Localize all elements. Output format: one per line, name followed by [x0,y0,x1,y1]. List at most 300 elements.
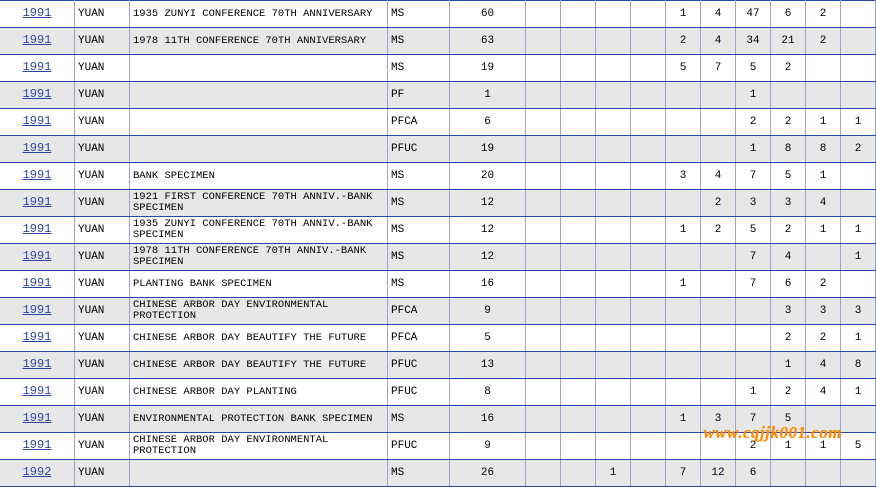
cell-count-9: 4 [806,190,841,217]
cell-count-10: 2 [841,136,876,163]
cell-denomination: YUAN [75,28,130,55]
cell-count-1 [526,325,561,352]
cell-description [130,136,388,163]
cell-count-4 [631,325,666,352]
cell-count-6 [701,352,736,379]
cell-count-6: 12 [701,460,736,487]
cell-description: 1978 11TH CONFERENCE 70TH ANNIVERSARY [130,28,388,55]
cell-count-3 [596,352,631,379]
cell-count-8: 4 [771,244,806,271]
cell-year[interactable] [0,82,75,109]
table-row [0,163,876,190]
cell-quantity: 63 [450,28,526,55]
cell-count-8: 2 [771,55,806,82]
cell-description: CHINESE ARBOR DAY BEAUTIFY THE FUTURE [130,352,388,379]
cell-quantity: 1 [450,82,526,109]
cell-year[interactable] [0,163,75,190]
table-row [0,379,876,406]
cell-count-3 [596,82,631,109]
cell-description: PLANTING BANK SPECIMEN [130,271,388,298]
year-link[interactable]: 1991 [22,60,52,74]
cell-grade: MS [388,244,450,271]
cell-count-5 [666,82,701,109]
cell-count-2 [561,244,596,271]
cell-count-6: 2 [701,217,736,244]
cell-count-5 [666,190,701,217]
year-link[interactable]: 1991 [22,222,52,236]
cell-denomination: YUAN [75,109,130,136]
cell-count-3: 1 [596,460,631,487]
cell-count-8: 6 [771,271,806,298]
cell-denomination: YUAN [75,460,130,487]
cell-description: CHINESE ARBOR DAY ENVIRONMENTAL PROTECTION [130,433,388,460]
cell-year[interactable] [0,433,75,460]
cell-count-2 [561,136,596,163]
cell-count-4 [631,217,666,244]
cell-quantity: 6 [450,109,526,136]
cell-description [130,109,388,136]
cell-count-5: 1 [666,1,701,28]
cell-denomination: YUAN [75,1,130,28]
cell-count-8: 6 [771,1,806,28]
table-row [0,28,876,55]
cell-count-7 [736,325,771,352]
cell-count-8: 1 [771,352,806,379]
cell-description: 1935 ZUNYI CONFERENCE 70TH ANNIVERSARY [130,1,388,28]
cell-count-5: 7 [666,460,701,487]
cell-count-8: 1 [771,433,806,460]
cell-count-9: 4 [806,379,841,406]
cell-count-10: 1 [841,379,876,406]
cell-count-6: 4 [701,28,736,55]
table-body [0,1,876,487]
cell-count-1 [526,82,561,109]
cell-count-5: 1 [666,217,701,244]
cell-grade: MS [388,1,450,28]
cell-count-7 [736,352,771,379]
cell-denomination: YUAN [75,82,130,109]
cell-count-7: 7 [736,244,771,271]
cell-count-8: 2 [771,379,806,406]
cell-count-8: 5 [771,406,806,433]
cell-count-4 [631,1,666,28]
cell-count-5 [666,325,701,352]
cell-year[interactable] [0,217,75,244]
cell-count-3 [596,298,631,325]
cell-count-7: 2 [736,433,771,460]
cell-quantity: 16 [450,406,526,433]
cell-count-7: 5 [736,55,771,82]
cell-count-7 [736,298,771,325]
cell-count-3 [596,433,631,460]
cell-count-9: 4 [806,352,841,379]
cell-description: 1935 ZUNYI CONFERENCE 70TH ANNIV.-BANK SPECIMEN [130,217,388,244]
cell-description [130,55,388,82]
cell-count-2 [561,109,596,136]
cell-count-7: 34 [736,28,771,55]
cell-count-4 [631,298,666,325]
cell-count-9: 3 [806,298,841,325]
table-row [0,325,876,352]
cell-grade: PF [388,82,450,109]
cell-count-3 [596,136,631,163]
cell-count-4 [631,190,666,217]
year-link[interactable]: 1991 [22,249,52,263]
cell-count-10 [841,190,876,217]
cell-count-3 [596,379,631,406]
cell-count-1 [526,460,561,487]
cell-count-2 [561,1,596,28]
cell-year[interactable] [0,352,75,379]
cell-grade: MS [388,55,450,82]
cell-count-1 [526,379,561,406]
cell-count-8: 21 [771,28,806,55]
cell-count-10 [841,460,876,487]
cell-count-3 [596,244,631,271]
cell-grade: MS [388,190,450,217]
cell-denomination: YUAN [75,163,130,190]
cell-grade: MS [388,28,450,55]
cell-count-6 [701,109,736,136]
cell-count-10 [841,163,876,190]
watermark-text: www.cqjjk001.com [703,423,842,442]
cell-count-7: 7 [736,271,771,298]
cell-count-10: 3 [841,298,876,325]
cell-count-8: 2 [771,109,806,136]
cell-year[interactable] [0,298,75,325]
cell-count-2 [561,352,596,379]
cell-count-3 [596,271,631,298]
cell-quantity: 12 [450,217,526,244]
cell-quantity: 16 [450,271,526,298]
cell-count-7: 1 [736,82,771,109]
cell-year[interactable] [0,55,75,82]
cell-year[interactable] [0,460,75,487]
table-row [0,1,876,28]
cell-count-7: 7 [736,406,771,433]
year-link[interactable]: 1991 [22,6,52,20]
cell-description: 1978 11TH CONFERENCE 70TH ANNIV.-BANK SPECIMEN [130,244,388,271]
year-link[interactable]: 1992 [22,465,52,479]
cell-count-4 [631,82,666,109]
year-link[interactable]: 1991 [22,438,52,452]
table-row [0,298,876,325]
cell-count-9: 1 [806,433,841,460]
cell-count-2 [561,406,596,433]
table-row [0,217,876,244]
cell-count-4 [631,109,666,136]
table-row [0,136,876,163]
cell-count-6 [701,433,736,460]
cell-year[interactable] [0,1,75,28]
table-row [0,406,876,433]
cell-denomination: YUAN [75,217,130,244]
cell-count-8: 8 [771,136,806,163]
table-row [0,352,876,379]
cell-count-5 [666,433,701,460]
cell-count-4 [631,55,666,82]
cell-grade: PFCA [388,325,450,352]
cell-year[interactable] [0,109,75,136]
cell-grade: PFCA [388,109,450,136]
cell-count-5 [666,298,701,325]
cell-grade: PFCA [388,298,450,325]
cell-count-9 [806,82,841,109]
cell-count-8: 5 [771,163,806,190]
cell-count-5: 2 [666,28,701,55]
cell-count-2 [561,433,596,460]
cell-description [130,460,388,487]
cell-count-3 [596,163,631,190]
cell-denomination: YUAN [75,325,130,352]
cell-year[interactable] [0,325,75,352]
cell-count-7: 6 [736,460,771,487]
table-row [0,433,876,460]
cell-grade: PFUC [388,136,450,163]
year-link[interactable]: 1991 [22,87,52,101]
cell-quantity: 26 [450,460,526,487]
cell-count-9: 2 [806,28,841,55]
cell-count-1 [526,109,561,136]
cell-quantity: 8 [450,379,526,406]
cell-count-7: 47 [736,1,771,28]
cell-year[interactable] [0,271,75,298]
cell-description [130,82,388,109]
cell-count-4 [631,460,666,487]
cell-denomination: YUAN [75,379,130,406]
cell-quantity: 9 [450,433,526,460]
cell-count-3 [596,28,631,55]
cell-quantity: 5 [450,325,526,352]
year-link[interactable]: 1991 [22,195,52,209]
cell-count-10 [841,406,876,433]
cell-denomination: YUAN [75,433,130,460]
cell-count-8: 3 [771,298,806,325]
cell-grade: MS [388,460,450,487]
cell-description: CHINESE ARBOR DAY PLANTING [130,379,388,406]
cell-count-6: 4 [701,1,736,28]
cell-count-4 [631,352,666,379]
cell-count-9: 1 [806,163,841,190]
table-row [0,55,876,82]
cell-denomination: YUAN [75,190,130,217]
cell-year[interactable] [0,190,75,217]
cell-count-8 [771,82,806,109]
cell-grade: MS [388,163,450,190]
cell-count-4 [631,433,666,460]
cell-count-6 [701,244,736,271]
cell-quantity: 12 [450,190,526,217]
cell-count-10: 8 [841,352,876,379]
cell-count-5 [666,244,701,271]
year-link[interactable]: 1991 [22,357,52,371]
table-row [0,82,876,109]
cell-count-9 [806,406,841,433]
cell-count-6 [701,82,736,109]
cell-count-4 [631,406,666,433]
cell-count-6: 4 [701,163,736,190]
cell-denomination: YUAN [75,244,130,271]
cell-count-1 [526,55,561,82]
cell-count-5 [666,136,701,163]
cell-count-9: 1 [806,217,841,244]
cell-count-1 [526,433,561,460]
year-link[interactable]: 1991 [22,411,52,425]
cell-count-6 [701,379,736,406]
table-row [0,244,876,271]
cell-count-8: 2 [771,325,806,352]
cell-count-8: 3 [771,190,806,217]
cell-denomination: YUAN [75,271,130,298]
year-link[interactable]: 1991 [22,141,52,155]
year-link[interactable]: 1991 [22,276,52,290]
cell-year[interactable] [0,379,75,406]
cell-description: ENVIRONMENTAL PROTECTION BANK SPECIMEN [130,406,388,433]
cell-count-3 [596,217,631,244]
cell-count-10: 1 [841,325,876,352]
cell-count-1 [526,28,561,55]
year-link[interactable]: 1991 [22,303,52,317]
cell-count-6: 7 [701,55,736,82]
cell-count-9: 8 [806,136,841,163]
cell-count-9 [806,460,841,487]
cell-denomination: YUAN [75,352,130,379]
cell-count-7: 3 [736,190,771,217]
cell-grade: MS [388,406,450,433]
cell-count-2 [561,298,596,325]
cell-count-3 [596,190,631,217]
cell-count-3 [596,55,631,82]
cell-count-2 [561,325,596,352]
cell-count-3 [596,406,631,433]
cell-count-9: 2 [806,325,841,352]
cell-quantity: 9 [450,298,526,325]
cell-count-5 [666,352,701,379]
cell-count-10 [841,1,876,28]
cell-year[interactable] [0,244,75,271]
cell-count-7: 1 [736,136,771,163]
cell-count-2 [561,460,596,487]
cell-count-4 [631,136,666,163]
cell-count-10 [841,55,876,82]
cell-year[interactable] [0,136,75,163]
cell-count-9: 1 [806,109,841,136]
cell-grade: PFUC [388,433,450,460]
cell-count-2 [561,82,596,109]
cell-grade: MS [388,271,450,298]
table-row [0,109,876,136]
cell-count-6: 3 [701,406,736,433]
table-row [0,190,876,217]
cell-count-7: 5 [736,217,771,244]
cell-count-6 [701,271,736,298]
cell-count-9: 2 [806,271,841,298]
cell-quantity: 13 [450,352,526,379]
year-link[interactable]: 1991 [22,384,52,398]
cell-denomination: YUAN [75,298,130,325]
cell-count-10: 1 [841,244,876,271]
year-link[interactable]: 1991 [22,114,52,128]
cell-denomination: YUAN [75,406,130,433]
cell-quantity: 60 [450,1,526,28]
cell-description: BANK SPECIMEN [130,163,388,190]
cell-count-2 [561,28,596,55]
cell-count-5: 3 [666,163,701,190]
cell-count-10 [841,271,876,298]
cell-count-4 [631,163,666,190]
cell-grade: PFUC [388,379,450,406]
cell-count-4 [631,244,666,271]
cell-count-3 [596,109,631,136]
cell-count-5: 1 [666,271,701,298]
table-row [0,271,876,298]
cell-count-2 [561,55,596,82]
year-link[interactable]: 1991 [22,330,52,344]
cell-count-10: 1 [841,217,876,244]
cell-count-3 [596,1,631,28]
cell-count-6: 2 [701,190,736,217]
cell-quantity: 19 [450,136,526,163]
cell-count-7: 7 [736,163,771,190]
table-row [0,460,876,487]
cell-count-4 [631,379,666,406]
cell-count-1 [526,190,561,217]
cell-year[interactable] [0,28,75,55]
cell-count-1 [526,1,561,28]
cell-count-5 [666,109,701,136]
cell-denomination: YUAN [75,55,130,82]
cell-count-1 [526,244,561,271]
cell-count-2 [561,271,596,298]
cell-description: CHINESE ARBOR DAY ENVIRONMENTAL PROTECTION [130,298,388,325]
cell-count-3 [596,325,631,352]
cell-description: 1921 FIRST CONFERENCE 70TH ANNIV.-BANK SPECIMEN [130,190,388,217]
cell-count-1 [526,271,561,298]
cell-count-5 [666,379,701,406]
cell-count-10 [841,82,876,109]
cell-count-6 [701,325,736,352]
cell-quantity: 19 [450,55,526,82]
cell-count-8 [771,460,806,487]
cell-count-1 [526,217,561,244]
cell-count-6 [701,136,736,163]
cell-count-1 [526,352,561,379]
cell-quantity: 12 [450,244,526,271]
cell-count-9 [806,244,841,271]
cell-count-1 [526,163,561,190]
cell-count-4 [631,271,666,298]
cell-count-9: 2 [806,1,841,28]
cell-count-7: 2 [736,109,771,136]
cell-count-7: 1 [736,379,771,406]
cell-count-10: 1 [841,109,876,136]
cell-count-1 [526,298,561,325]
cell-count-10 [841,28,876,55]
year-link[interactable]: 1991 [22,168,52,182]
year-link[interactable]: 1991 [22,33,52,47]
cell-grade: MS [388,217,450,244]
cell-quantity: 20 [450,163,526,190]
cell-year[interactable] [0,406,75,433]
cell-count-8: 2 [771,217,806,244]
cell-count-4 [631,28,666,55]
cell-grade: PFUC [388,352,450,379]
cell-count-9 [806,55,841,82]
cell-count-5: 1 [666,406,701,433]
cell-count-2 [561,163,596,190]
cell-count-10: 5 [841,433,876,460]
cell-count-5: 5 [666,55,701,82]
